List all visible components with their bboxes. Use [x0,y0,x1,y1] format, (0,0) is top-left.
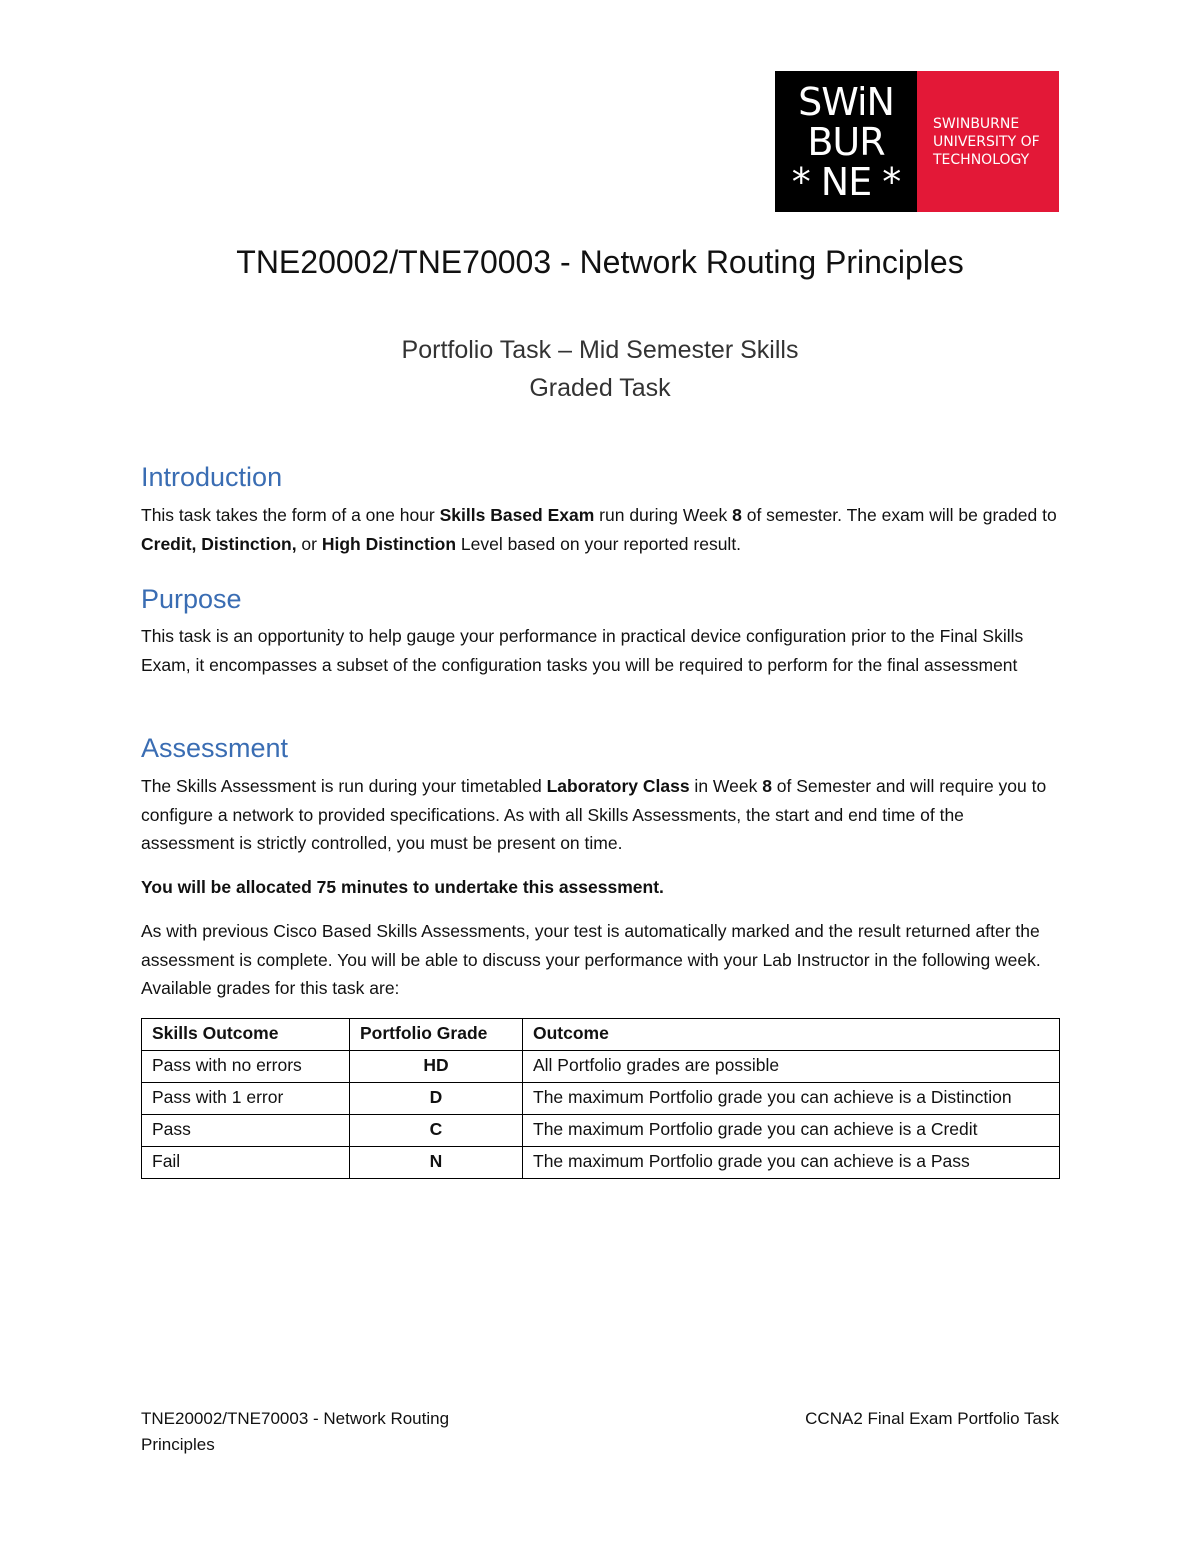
table-row [142,1147,1060,1179]
bold-run: Skills Based Exam [439,505,595,525]
logo-mark-line: SWiN [798,79,894,124]
table-row [142,1083,1060,1115]
assessment-paragraph-1 [141,772,1061,858]
bold-run: 8 [732,505,742,525]
logo-name-line: UNIVERSITY OF [933,134,1040,150]
footer-course-name: TNE20002/TNE70003 - Network Routing Principles [141,1409,450,1454]
purpose-heading: Purpose [141,584,242,614]
table-cell: C [350,1115,523,1147]
table-cell: All Portfolio grades are possible [523,1051,1060,1083]
grades-table [141,1018,1060,1179]
bold-run: Laboratory Class [546,776,690,796]
logo-mark [775,71,917,212]
assessment-paragraph-3: As with previous Cisco Based Skills Assessments, your test is automatically marked and the result returned after the assessment is complete. You will be able to discuss your performance with your Lab Instructor in the following week. Available grades for this task are: [141,921,1041,998]
bold-run: 8 [762,776,772,796]
table-row [142,1115,1060,1147]
table-cell: The maximum Portfolio grade you can achieve is a Credit [523,1115,1060,1147]
table-cell: Pass with 1 error [142,1083,350,1115]
logo-name-line: TECHNOLOGY [933,152,1030,168]
text-run: Level based on your reported result. [456,533,742,554]
text-run: run during Week [594,505,733,525]
logo-mark-line: BUR [807,119,885,164]
introduction-heading: Introduction [141,462,283,492]
table-header-row [142,1019,1060,1051]
table-cell: Fail [142,1147,350,1179]
assessment-heading: Assessment [141,733,289,763]
table-cell: D [350,1083,523,1115]
text-run: This task takes the form of a one hour [141,505,440,525]
table-cell: Pass [142,1115,350,1147]
logo-name-line: SWINBURNE [933,116,1020,132]
bold-run: Credit, Distinction, [141,533,297,554]
table-row [142,1051,1060,1083]
column-header: Outcome [523,1019,1060,1051]
logo-mark-line: * NE * [791,159,901,204]
text-run: The Skills Assessment is run during your timetabled [141,776,547,796]
column-header: Portfolio Grade [350,1019,523,1051]
assessment-time-allocation: You will be allocated 75 minutes to undertake this assessment. [141,877,664,897]
logo-name [917,71,1059,212]
text-run: of Semester and will require you to configure a network to provided specifications. As with all Skills Assessments, the start and end time of the assessment is strictly controlled, you must be present on time. [141,776,1047,853]
text-run: or [296,533,322,554]
text-run: of semester. The exam will be graded to [741,505,1057,525]
footer-document-name: CCNA2 Final Exam Portfolio Task [805,1409,1059,1428]
column-header: Skills Outcome [142,1019,350,1051]
table-cell: N [350,1147,523,1179]
purpose-paragraph: This task is an opportunity to help gauge your performance in practical device configuration prior to the Final Skills Exam, it encompasses a subset of the configuration tasks you will be required to perform for the final assessment [141,626,1024,675]
text-run: in Week [689,776,763,796]
table-cell: HD [350,1051,523,1083]
table-cell: The maximum Portfolio grade you can achieve is a Pass [523,1147,1060,1179]
introduction-paragraph [141,501,1061,558]
table-cell: Pass with no errors [142,1051,350,1083]
subtitle-line-1: Portfolio Task – Mid Semester Skills [401,336,799,364]
bold-run: High Distinction [321,533,457,554]
university-logo [775,71,1059,212]
table-cell: The maximum Portfolio grade you can achieve is a Distinction [523,1083,1060,1115]
subtitle-line-2: Graded Task [529,374,671,402]
document-title: TNE20002/TNE70003 - Network Routing Principles [236,244,964,280]
